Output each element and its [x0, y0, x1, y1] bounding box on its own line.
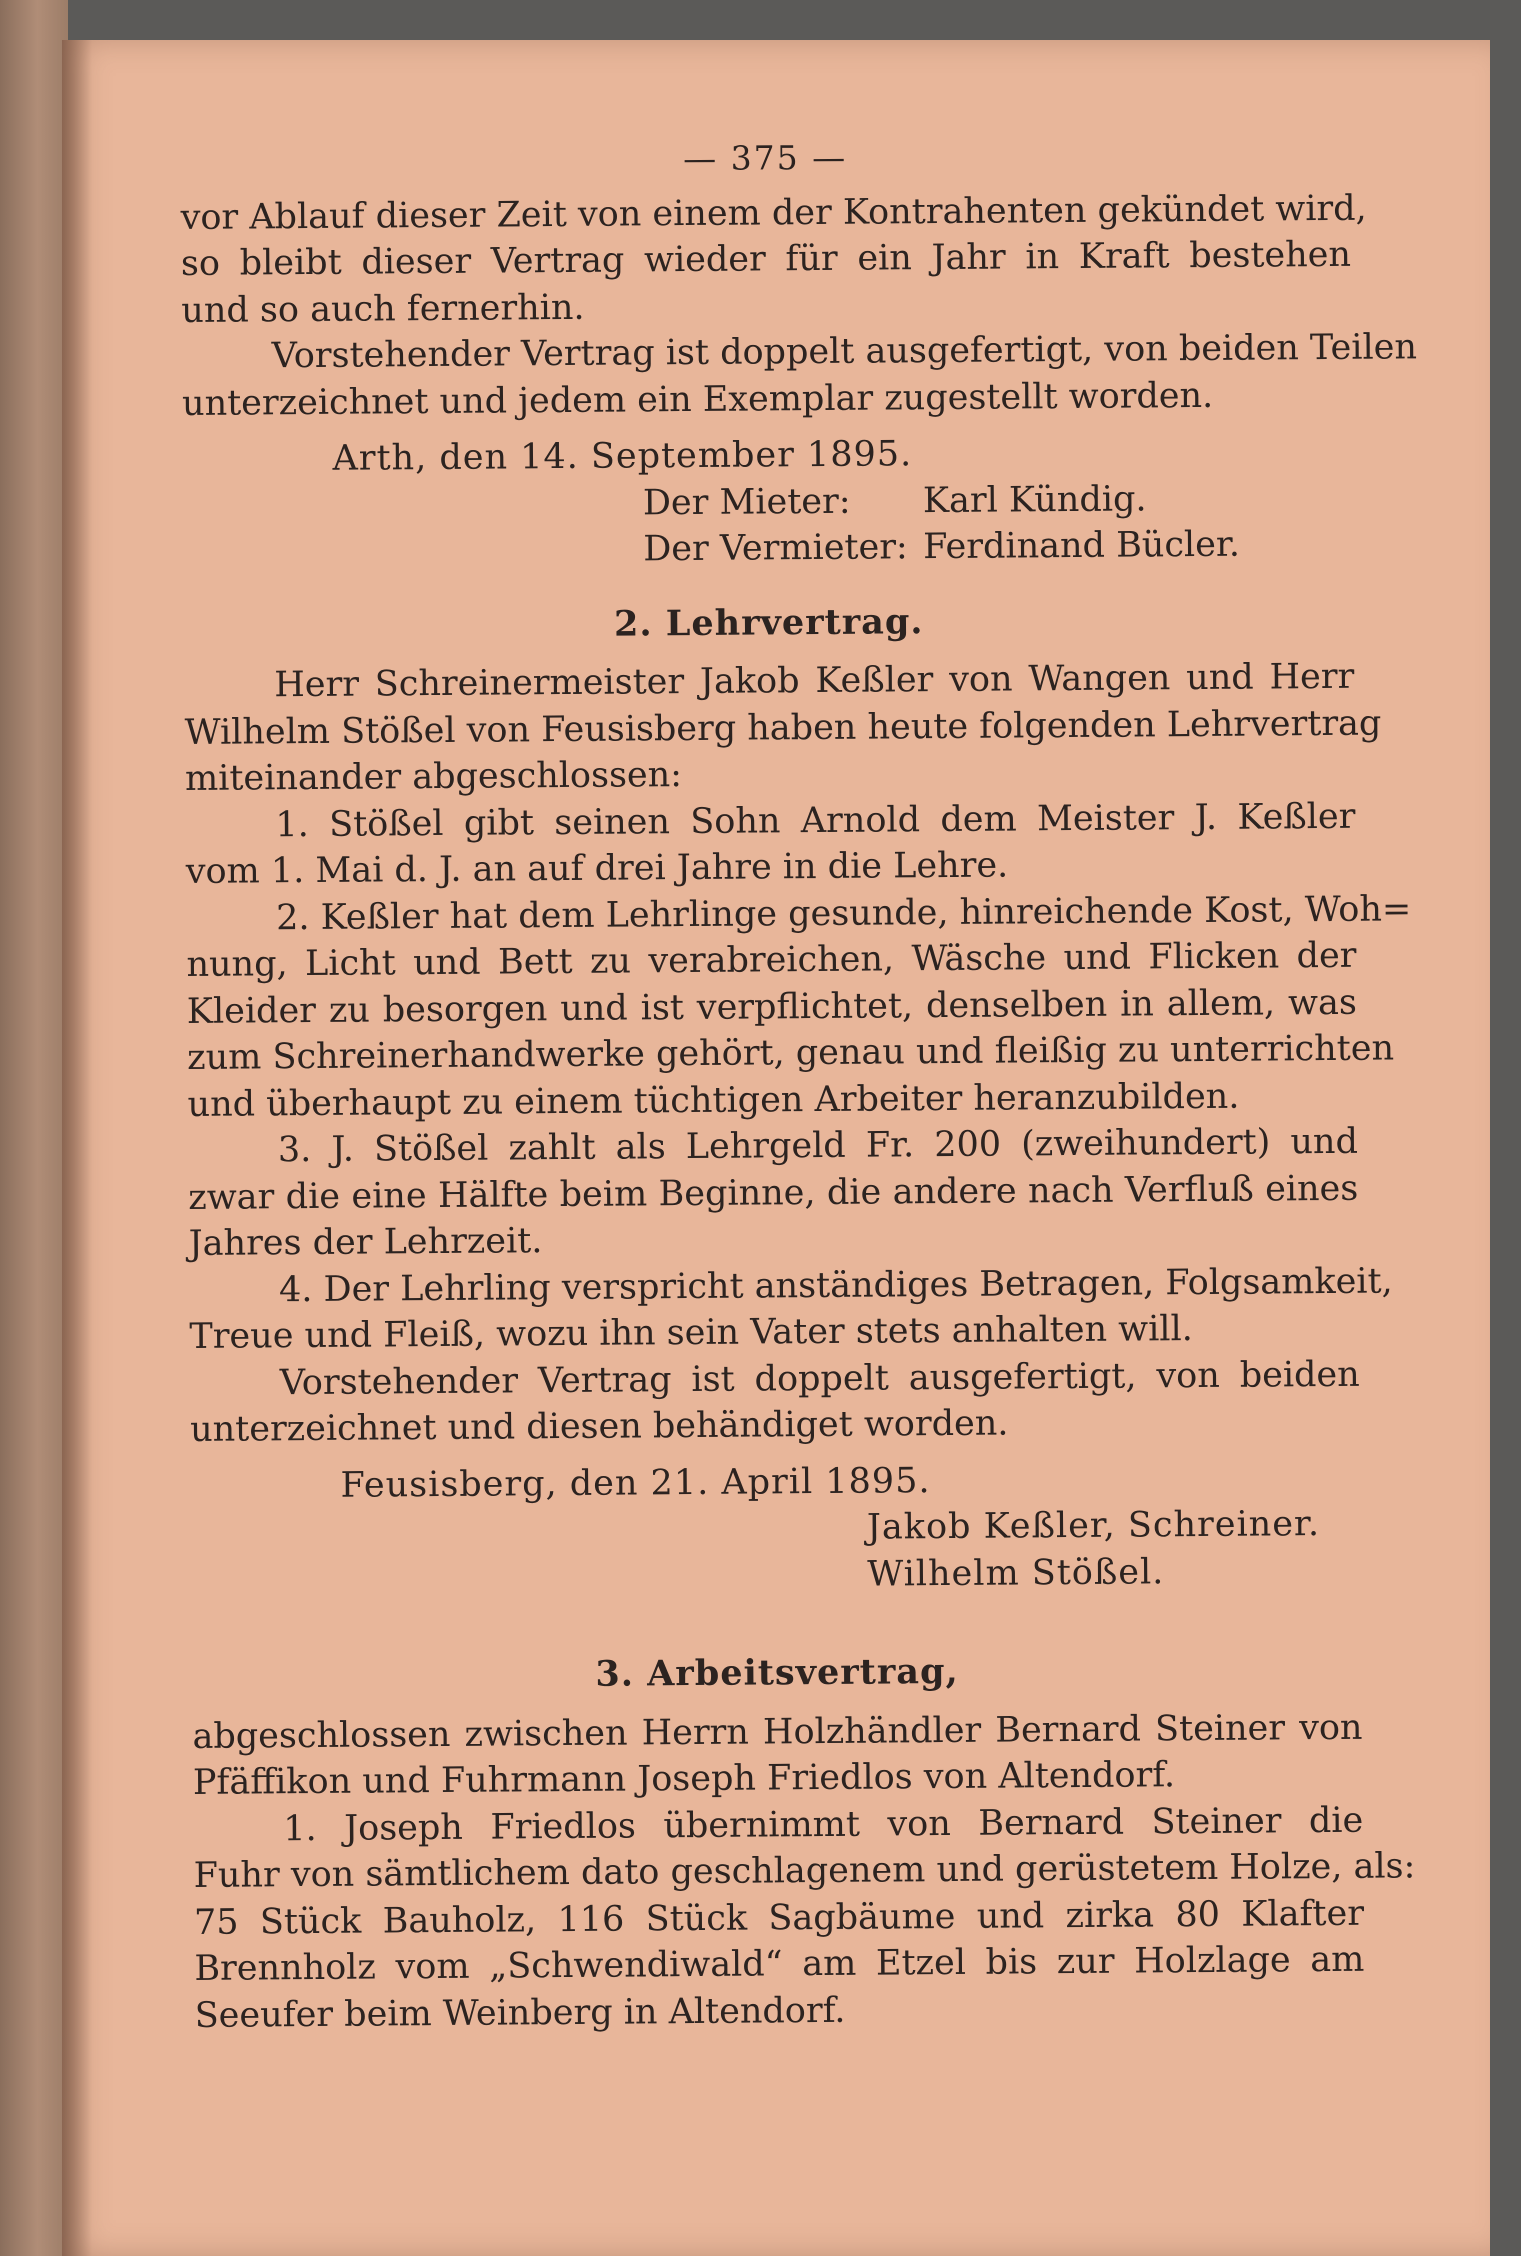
place-date: Arth, den 14. September 1895. [332, 434, 913, 479]
text-line: nung, Licht und Bett zu verabreichen, Wäsche und Flicken der [186, 935, 1357, 985]
text-line: Wilhelm Stößel von Feusisberg haben heute folgenden Lehrvertrag [184, 703, 1382, 753]
text-line: Fuhr von sämtlichem dato geschlagenem und gerüstetem Holze, als: [193, 1846, 1416, 1896]
text-line: und so auch fernerhin. [181, 287, 585, 331]
list-item: 3. J. Stößel zahlt als Lehrgeld Fr. 200 (zweihundert) und [277, 1121, 1359, 1171]
list-item: 1. Stößel gibt seinen Sohn Arnold dem Meister J. Keßler [275, 796, 1356, 845]
text-line: so bleibt dieser Vertrag wieder für ein Jahr in Kraft bestehen [180, 234, 1352, 284]
signature-name: Ferdinand Bücler. [923, 524, 1241, 568]
signature-name: Karl Kündig. [922, 478, 1147, 521]
text-line: Vorstehender Vertrag ist doppelt ausgefertigt, von beiden Teilen [271, 327, 1418, 377]
page-gutter-shadow [62, 40, 92, 2256]
place-date: Feusisberg, den 21. April 1895. [340, 1460, 931, 1506]
text-line: Kleider zu besorgen und ist verpflichtet, denselben in allem, was [186, 982, 1357, 1032]
list-item: 1. Joseph Friedlos übernimmt von Bernard Steiner die [283, 1800, 1364, 1849]
text-line: Brennholz vom „Schwendiwald“ am Etzel bis zur Holzlage am [194, 1939, 1365, 1989]
text-line: Seeufer beim Weinberg in Altendorf. [194, 1990, 846, 2036]
text-line: Herr Schreinermeister Jakob Keßler von Wangen und Herr [274, 656, 1355, 706]
text-line: 75 Stück Bauholz, 116 Stück Sagbäume und zirka 80 Klafter [193, 1893, 1365, 1943]
text-line: vom 1. Mai d. J. an auf drei Jahre in die Lehre. [185, 845, 1009, 892]
text-line: Jahres der Lehrzeit. [188, 1221, 543, 1264]
list-item: 2. Keßler hat dem Lehrlinge gesunde, hinreichende Kost, Woh= [275, 888, 1412, 938]
text-line: Pfäffikon und Fuhrmann Joseph Friedlos von Altendorf. [192, 1755, 1176, 1803]
text-line: abgeschlossen zwischen Herrn Holzhändler Bernard Steiner von [192, 1707, 1363, 1757]
section-heading: 2. Lehrvertrag. [613, 600, 924, 645]
text-line: vor Ablauf dieser Zeit von einem der Kontrahenten gekündet wird, [180, 188, 1367, 238]
text-line: und überhaupt zu einem tüchtigen Arbeiter heranzubilden. [187, 1076, 1240, 1125]
section-heading: 3. Arbeitsvertrag, [595, 1650, 959, 1695]
signature-role: Der Vermieter: [643, 527, 908, 570]
list-item: 4. Der Lehrling verspricht anständiges Betragen, Folgsamkeit, [278, 1261, 1393, 1310]
text-line: Treue und Fleiß, wozu ihn sein Vater stets anhalten will. [189, 1309, 1193, 1357]
signature-name: Jakob Keßler, Schreiner. [866, 1504, 1321, 1548]
text-line: unterzeichnet und jedem ein Exemplar zugestellt worden. [181, 375, 1214, 424]
signature-role: Der Mieter: [642, 481, 851, 523]
page-text [180, 131, 1418, 2039]
text-line: miteinander abgeschlossen: [184, 755, 683, 799]
text-line: unterzeichnet und diesen behändiget worden. [189, 1403, 1009, 1450]
signature-name: Wilhelm Stößel. [867, 1551, 1165, 1595]
previous-page-edge [0, 0, 68, 2256]
text-line: Vorstehender Vertrag ist doppelt ausgefertigt, von beiden [279, 1354, 1360, 1403]
signature-row [183, 521, 1353, 577]
text-line: zwar die eine Hälfte beim Beginne, die andere nach Verfluß eines [188, 1168, 1359, 1218]
text-line: zum Schreinerhandwerke gehört, genau und fleißig zu unterrichten [187, 1028, 1395, 1078]
page-number: — 375 — [683, 137, 848, 179]
